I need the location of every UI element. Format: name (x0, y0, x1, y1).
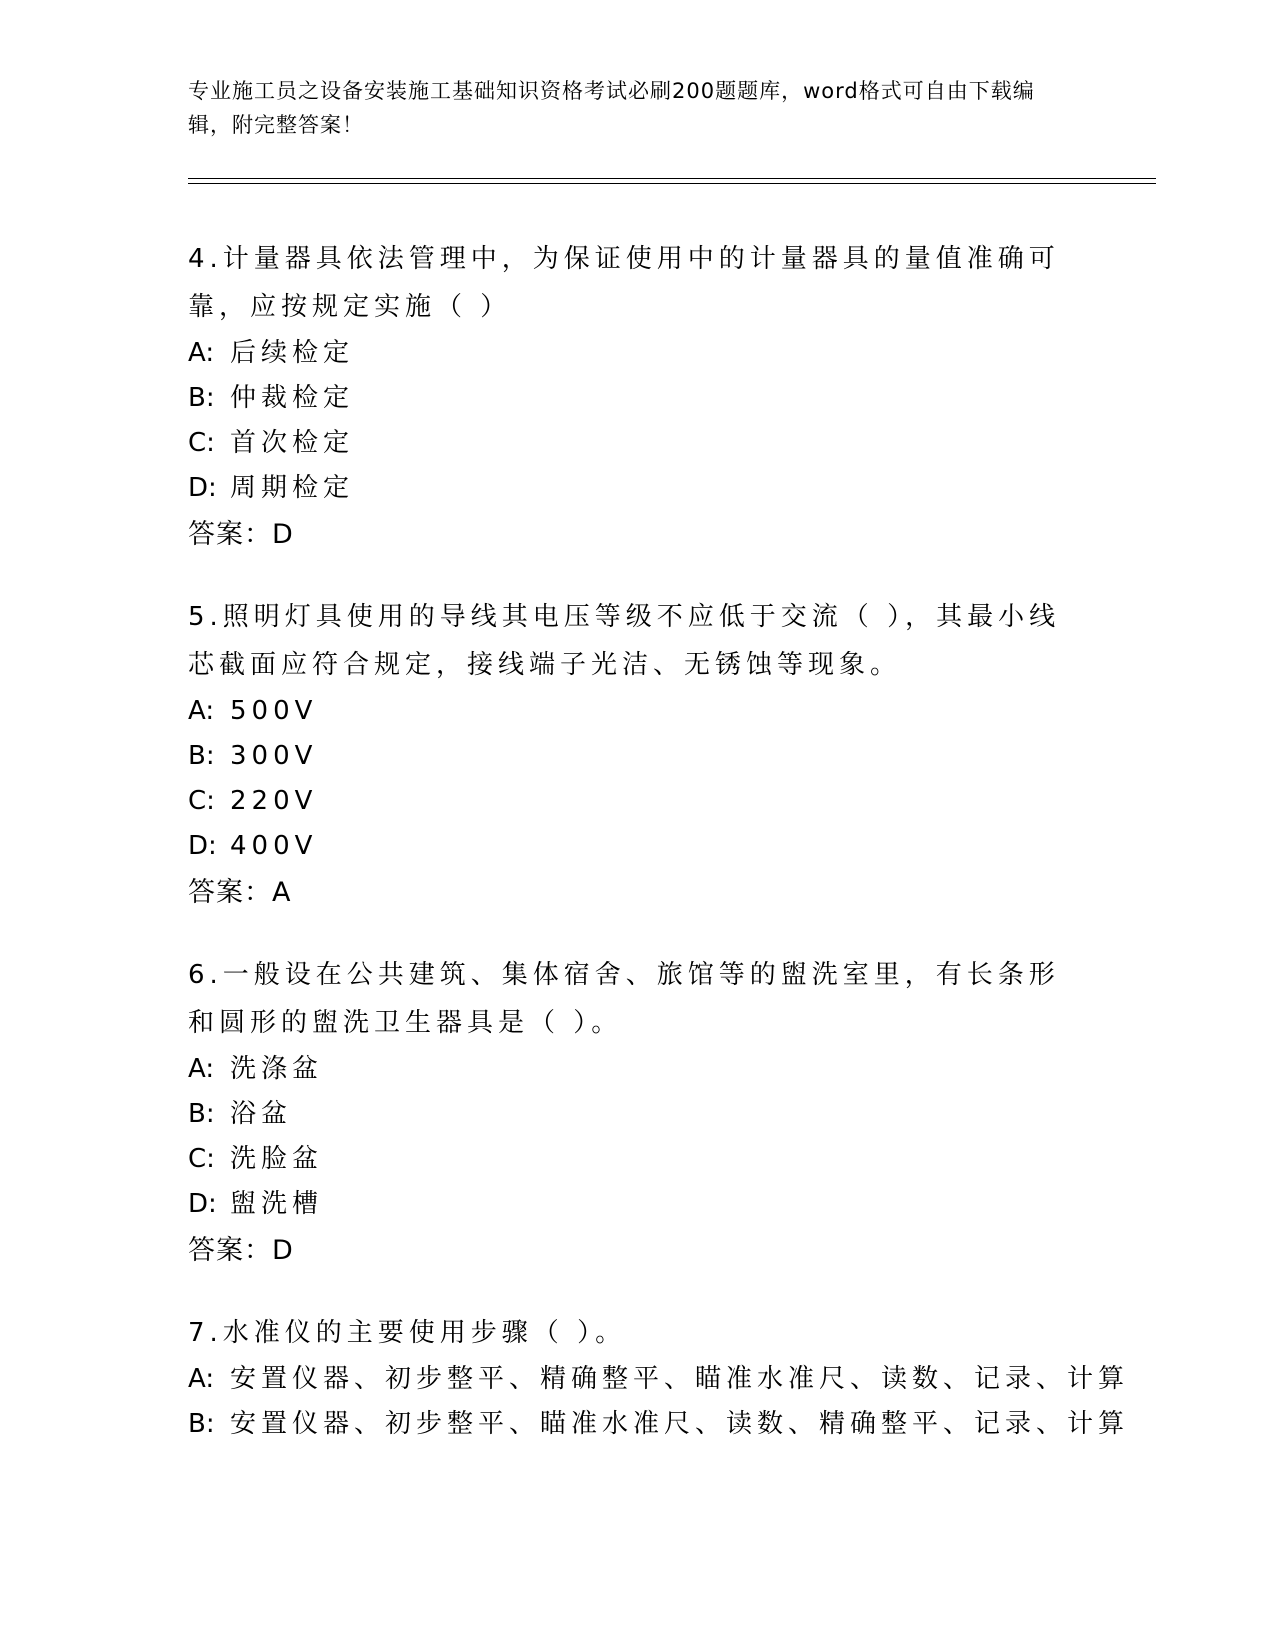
option-text: 安置仪器、初步整平、精确整平、瞄准水准尺、读数、记录、计算 (230, 1364, 1130, 1394)
question-7 (188, 1309, 1130, 1447)
option-c (188, 779, 1088, 824)
option-b (188, 1402, 1130, 1447)
option-text: 500V (230, 696, 318, 726)
question-stem: 5.照明灯具使用的导线其电压等级不应低于交流（ ），其最小线芯截面应符合规定，接线端子光洁、无锈蚀等现象。 (188, 602, 1061, 680)
option-text: 周期检定 (230, 473, 355, 503)
option-text: 仲裁检定 (230, 383, 355, 413)
question-5 (188, 593, 1088, 917)
option-text: 300V (230, 741, 318, 771)
option-letter: C: (188, 786, 215, 816)
option-letter: A: (188, 338, 215, 368)
option-text: 安置仪器、初步整平、瞄准水准尺、读数、精确整平、记录、计算 (230, 1409, 1130, 1439)
document-header: 专业施工员之设备安装施工基础知识资格考试必刷200题题库，word格式可自由下载编辑，附完整答案！ (188, 79, 1035, 137)
option-text: 洗涤盆 (230, 1054, 324, 1084)
option-text: 首次检定 (230, 428, 355, 458)
option-letter: C: (188, 428, 215, 458)
option-d (188, 466, 1088, 511)
option-letter: C: (188, 1144, 215, 1174)
option-d (188, 824, 1088, 869)
option-a (188, 689, 1088, 734)
answer-line: 答案：D (188, 519, 294, 550)
question-6 (188, 951, 1088, 1275)
option-text: 盥洗槽 (230, 1189, 324, 1219)
option-a (188, 1357, 1130, 1402)
option-letter: D: (188, 1189, 217, 1219)
option-letter: A: (188, 1054, 215, 1084)
option-letter: B: (188, 1409, 215, 1439)
option-text: 浴盆 (230, 1099, 293, 1129)
option-text: 400V (230, 831, 318, 861)
option-d (188, 1182, 1088, 1227)
question-list (188, 235, 1130, 1481)
option-letter: D: (188, 831, 217, 861)
option-letter: A: (188, 1364, 215, 1394)
question-stem: 6.一般设在公共建筑、集体宿舍、旅馆等的盥洗室里，有长条形和圆形的盥洗卫生器具是（ ）。 (188, 960, 1060, 1038)
answer-line: 答案：A (188, 877, 292, 908)
option-letter: B: (188, 1099, 215, 1129)
question-4 (188, 235, 1088, 559)
option-c (188, 421, 1088, 466)
option-b (188, 376, 1088, 421)
option-b (188, 734, 1088, 779)
option-b (188, 1092, 1088, 1137)
option-a (188, 331, 1088, 376)
option-text: 洗脸盆 (230, 1144, 324, 1174)
option-c (188, 1137, 1088, 1182)
option-letter: D: (188, 473, 217, 503)
header-divider-top (188, 178, 1156, 179)
question-stem: 7.水准仪的主要使用步骤（ ）。 (188, 1318, 627, 1348)
question-stem: 4.计量器具依法管理中，为保证使用中的计量器具的量值准确可靠，应按规定实施（ ） (188, 244, 1060, 322)
option-letter: A: (188, 696, 215, 726)
option-a (188, 1047, 1088, 1092)
option-text: 220V (230, 786, 318, 816)
option-text: 后续检定 (230, 338, 355, 368)
answer-line: 答案：D (188, 1235, 294, 1266)
header-divider-bottom (188, 183, 1156, 184)
option-letter: B: (188, 383, 215, 413)
option-letter: B: (188, 741, 215, 771)
